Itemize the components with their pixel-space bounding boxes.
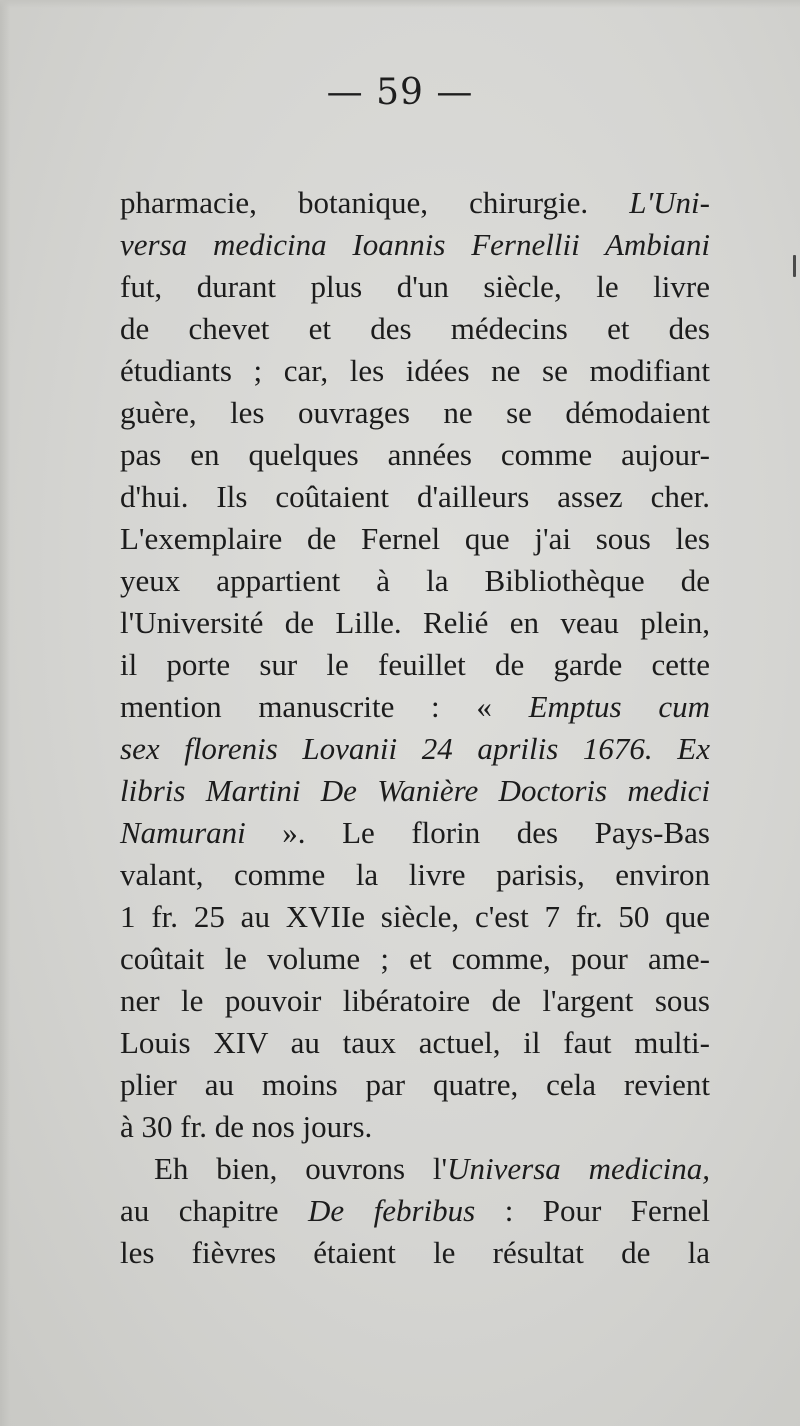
- roman-text: pas en quelques années comme aujour-: [120, 437, 710, 472]
- roman-text: valant, comme la livre parisis, environ: [120, 857, 710, 892]
- text-line: [120, 770, 710, 812]
- roman-text: de chevet et des médecins et des: [120, 311, 710, 346]
- italic-text: Emptus cum: [528, 689, 710, 724]
- page-top-edge-shadow: [0, 0, 800, 8]
- roman-text: ». Le florin des Pays-Bas: [245, 815, 710, 850]
- roman-text: étudiants ; car, les idées ne se modifiant: [120, 353, 710, 388]
- italic-text: sex florenis Lovanii 24 aprilis 1676. Ex: [120, 731, 710, 766]
- roman-text: les fièvres étaient le résultat de la: [120, 1235, 710, 1270]
- text-line: [120, 980, 710, 1022]
- italic-text: Universa medicina,: [447, 1151, 710, 1186]
- roman-text: fut, durant plus d'un siècle, le livre: [120, 269, 710, 304]
- italic-text: De febribus: [308, 1193, 476, 1228]
- page-left-edge-shadow: [0, 0, 10, 1426]
- italic-text: libris Martini De Wanière Doctoris medici: [120, 773, 710, 808]
- text-line: [120, 350, 710, 392]
- roman-text: guère, les ouvrages ne se démodaient: [120, 395, 710, 430]
- text-line: [120, 182, 710, 224]
- text-line: [120, 560, 710, 602]
- text-line: [120, 308, 710, 350]
- roman-text: ner le pouvoir libératoire de l'argent sous: [120, 983, 710, 1018]
- margin-mark: [793, 255, 796, 277]
- text-line: [120, 1190, 710, 1232]
- text-line: [120, 1106, 710, 1148]
- text-line: [120, 812, 710, 854]
- text-line: [120, 392, 710, 434]
- roman-text: pharmacie, botanique, chirurgie.: [120, 185, 630, 220]
- text-line: [120, 518, 710, 560]
- italic-text: L'Uni-: [629, 185, 710, 220]
- text-line: [120, 602, 710, 644]
- roman-text: : Pour Fernel: [475, 1193, 711, 1228]
- roman-text: coûtait le volume ; et comme, pour ame-: [120, 941, 710, 976]
- text-line: [120, 1022, 710, 1064]
- text-line: [120, 1232, 710, 1274]
- text-line: [120, 224, 710, 266]
- text-line: [120, 728, 710, 770]
- text-line: [120, 644, 710, 686]
- roman-text: au chapitre: [120, 1193, 309, 1228]
- body-text: [120, 182, 710, 1274]
- text-line: [120, 434, 710, 476]
- text-line: [120, 266, 710, 308]
- italic-text: versa medicina Ioannis Fernellii Ambiani: [120, 227, 710, 262]
- text-line: [120, 938, 710, 980]
- page-number: — 59 —: [326, 72, 474, 113]
- roman-text: yeux appartient à la Bibliothèque de: [120, 563, 710, 598]
- roman-text: L'exemplaire de Fernel que j'ai sous les: [120, 521, 710, 556]
- roman-text: d'hui. Ils coûtaient d'ailleurs assez cher.: [120, 479, 710, 514]
- roman-text: il porte sur le feuillet de garde cette: [120, 647, 710, 682]
- roman-text: 1 fr. 25 au XVIIe siècle, c'est 7 fr. 50 que: [120, 899, 710, 934]
- roman-text: Eh bien, ouvrons l': [154, 1151, 448, 1186]
- text-line: [120, 896, 710, 938]
- roman-text: plier au moins par quatre, cela revient: [120, 1067, 710, 1102]
- roman-text: mention manuscrite : «: [120, 689, 529, 724]
- text-line: [120, 686, 710, 728]
- roman-text: l'Université de Lille. Relié en veau plein,: [120, 605, 710, 640]
- text-line: [120, 1064, 710, 1106]
- italic-text: Namurani: [120, 815, 246, 850]
- roman-text: à 30 fr. de nos jours.: [120, 1109, 373, 1144]
- text-line: [120, 476, 710, 518]
- roman-text: Louis XIV au taux actuel, il faut multi-: [120, 1025, 710, 1060]
- text-line: [120, 854, 710, 896]
- text-line: [120, 1148, 710, 1190]
